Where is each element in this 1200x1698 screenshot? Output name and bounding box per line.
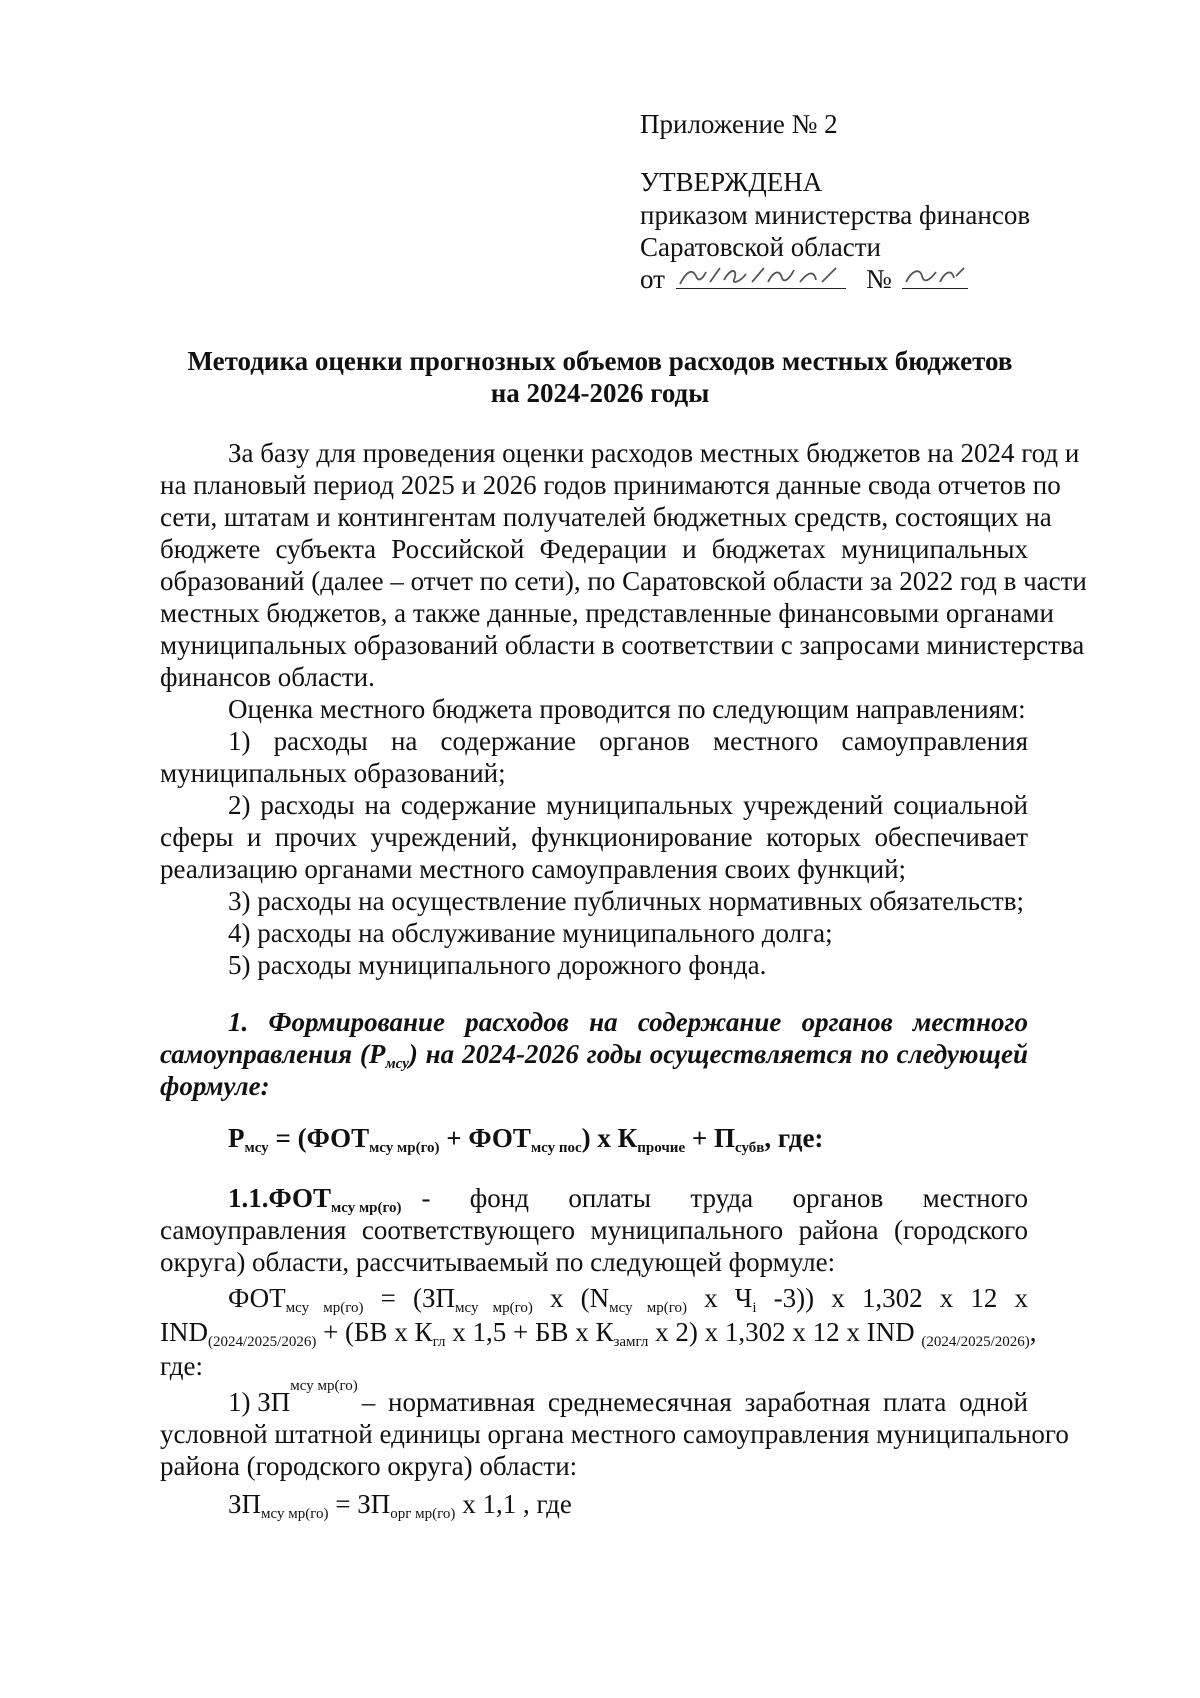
region-line: Саратовской области bbox=[640, 232, 881, 262]
title-line-1: Методика оценки прогнозных объемов расходов местных бюджетов bbox=[187, 346, 1013, 376]
where-label: где: bbox=[160, 1351, 203, 1381]
sub11-line-2: самоуправления соответствующего муниципального района (городского bbox=[160, 1215, 1028, 1245]
intro-line-5: образований (далее – отчет по сети), по Саратовской области за 2022 год в части bbox=[160, 566, 1087, 596]
intro-line-3: сети, штатам и контингентам получателей бюджетных средств, состоящих на bbox=[160, 502, 1052, 532]
main-formula: $Р_{мсу} = (ФОТ_{мсу мр(го)} + ФОТ_{мсу пос})$ х $К_{прочие} + П_{субв}$, где: bbox=[228, 1123, 824, 1156]
number-label: № bbox=[866, 264, 892, 294]
section1-heading-line-2: самоуправления $(Р_{мсу})$ на 2024-2026 годы осуществляется по следующей bbox=[160, 1039, 1029, 1072]
from-label: от bbox=[640, 264, 665, 294]
intro-line-6: местных бюджетов, а также данные, представленные финансовыми органами bbox=[160, 598, 1054, 628]
direction-1-line-2: муниципальных образований; bbox=[160, 758, 506, 788]
item1-line-3: района (городского округа) области: bbox=[160, 1451, 578, 1481]
handwritten-date bbox=[676, 258, 846, 288]
direction-2-line-1: 2) расходы на содержание муниципальных учреждений социальной bbox=[228, 790, 1028, 820]
item1-line-2: условной штатной единицы органа местного самоуправления муниципального bbox=[160, 1419, 1069, 1449]
direction-3: 3) расходы на осуществление публичных нормативных обязательств; bbox=[228, 886, 1024, 916]
date-signature-line bbox=[676, 258, 846, 289]
item1-line-1: 1) ЗП мсу мр(го) – нормативная среднемесячная заработная плата одной bbox=[228, 1378, 1028, 1417]
formula-zp: $ЗП_{мсу мр(го)} = ЗП_{орг мр(го)}$ х 1,1 , где bbox=[228, 1489, 572, 1522]
sub11-line-3: округа) области, рассчитываемый по следующей формуле: bbox=[160, 1247, 836, 1277]
section1-heading-line-3: формуле: bbox=[160, 1071, 270, 1101]
direction-5: 5) расходы муниципального дорожного фонда. bbox=[228, 950, 767, 980]
intro-line-1: За базу для проведения оценки расходов местных бюджетов на 2024 год и bbox=[228, 438, 1080, 468]
page-title bbox=[160, 345, 1040, 409]
direction-1-line-1: 1) расходы на содержание органов местного самоуправления bbox=[228, 726, 1028, 756]
sub11-definition: - фонд оплаты труда органов местного bbox=[421, 1183, 1028, 1213]
order-line: приказом министерства финансов bbox=[640, 200, 1031, 230]
intro-line-8: финансов области. bbox=[160, 662, 375, 692]
sub11-fot: $ФОТ_{мсу мр(го)}$ bbox=[268, 1183, 402, 1216]
intro-line-7: муниципальных образований области в соответствии с запросами министерства bbox=[160, 630, 1085, 660]
direction-4: 4) расходы на обслуживание муниципального долга; bbox=[228, 918, 833, 948]
approved-label: УТВЕРЖДЕНА bbox=[640, 167, 823, 197]
formula-fot-line-1: $ФОТ_{мсу мр(го)} = (ЗП_{мсу мр(го)}$ х ($N_{мсу мр(го)}$ х $Ч_i$ -3)) х 1,302 х 12 х bbox=[228, 1283, 1029, 1316]
title-line-2: на 2024-2026 годы bbox=[490, 378, 710, 408]
direction-2-line-2: сферы и прочих учреждений, функционирование которых обеспечивает bbox=[160, 822, 1028, 852]
handwritten-number bbox=[902, 258, 968, 288]
intro-line-4: бюджете субъекта Российской Федерации и бюджетах муниципальных bbox=[160, 534, 1028, 564]
intro-line-2: на плановый период 2025 и 2026 годов принимаются данные свода отчетов по bbox=[160, 470, 1061, 500]
appendix-label: Приложение № 2 bbox=[640, 109, 838, 139]
formula-fot-line-2: $IND_{(2024/2025/2026)} + (БВ$ х $К_{гл}$ х 1,5 + БВ х $К_{замгл}$ х 2) х 1,302 х 12 х IND $_{(2024/2025/2026)}$, bbox=[160, 1317, 1037, 1350]
sub11-number: 1.1. bbox=[228, 1183, 269, 1213]
number-signature-line bbox=[902, 258, 968, 289]
direction-2-line-3: реализацию органами местного самоуправления своих функций; bbox=[160, 854, 907, 884]
sub11-line-1 bbox=[228, 1182, 1028, 1214]
section1-heading-line-1: 1. Формирование расходов на содержание органов местного bbox=[228, 1007, 1028, 1037]
directions-intro: Оценка местного бюджета проводится по следующим направлениям: bbox=[228, 694, 1026, 724]
